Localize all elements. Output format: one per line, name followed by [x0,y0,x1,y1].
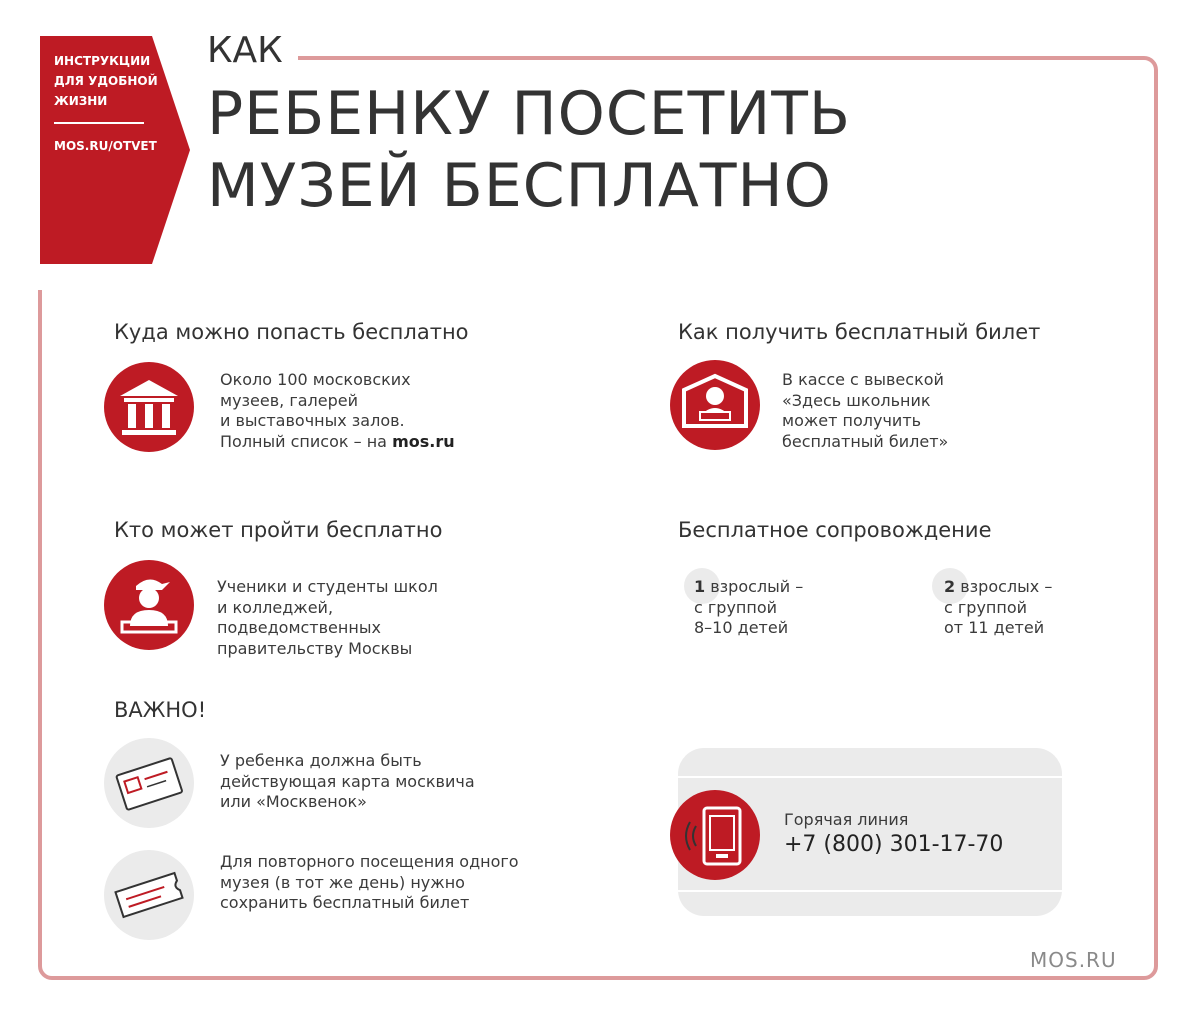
ticket-office-icon [670,360,760,450]
how-text: В кассе с вывеской «Здесь школьник может получить бесплатный билет» [782,370,949,451]
who-heading: Кто может пройти бесплатно [114,518,443,542]
hotline-phone[interactable]: +7 (800) 301-17-70 [784,832,1004,857]
where-text: Около 100 московских музеев, галерей и выставочных залов. Полный список – на mos.ru [220,370,455,451]
who-text: Ученики и студенты школ и колледжей, подведомственных правительству Москвы [217,577,438,658]
escort-heading: Бесплатное сопровождение [678,518,992,542]
student-icon [104,560,194,650]
museum-icon [104,362,194,452]
banner-title: ИНСТРУКЦИИ ДЛЯ УДОБНОЙ ЖИЗНИ [54,54,158,108]
important-heading: ВАЖНО! [114,698,207,722]
important-card-text: У ребенка должна быть действующая карта москвича или «Москвенок» [220,751,475,811]
banner [40,36,190,264]
ticket-icon [104,850,194,940]
important-ticket-text: Для повторного посещения одного музея (в тот же день) нужно сохранить бесплатный билет [220,852,519,912]
escort-item-2: 2 взрослых – с группой от 11 детей [944,577,1053,637]
card-icon [104,738,194,828]
banner-divider [54,122,144,124]
how-heading: Как получить бесплатный билет [678,320,1041,344]
escort-item-1: 1 взрослый – с группой 8–10 детей [694,577,804,637]
page-title: РЕБЕНКУ ПОСЕТИТЬ МУЗЕЙ БЕСПЛАТНО [207,79,852,221]
title-prefix: КАК [207,30,293,71]
footer-logo: MOS.RU [1030,948,1117,972]
hotline-label: Горячая линия [784,810,909,829]
where-heading: Куда можно попасть бесплатно [114,320,469,344]
mos-ru-link[interactable]: mos.ru [392,431,455,451]
phone-icon [670,790,760,880]
banner-url: MOS.RU/OTVET [54,139,157,153]
